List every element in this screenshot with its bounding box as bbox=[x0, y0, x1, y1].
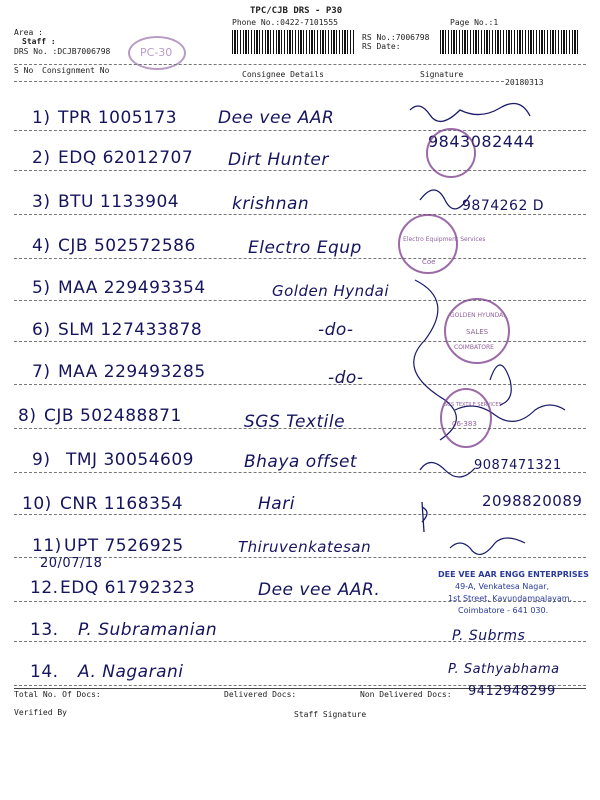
row-7-consignment: MAA 229493285 bbox=[58, 362, 206, 382]
signature-1 bbox=[410, 104, 530, 122]
row-7-consignee: -do- bbox=[328, 368, 364, 388]
footer-phone-note: 9412948299 bbox=[468, 684, 556, 699]
row-8-consignment: CJB 502488871 bbox=[44, 406, 182, 426]
row-10-consignee: Hari bbox=[258, 494, 295, 514]
row-2-consignment: EDQ 62012707 bbox=[58, 148, 194, 168]
signature-7 bbox=[490, 365, 511, 405]
header-rule bbox=[14, 64, 586, 65]
row-9-consignee: Bhaya offset bbox=[244, 452, 358, 472]
row-14-consignment: A. Nagarani bbox=[78, 662, 184, 682]
staff-label: Staff : bbox=[22, 37, 56, 46]
row-1-consignment: TPR 1005173 bbox=[58, 108, 178, 128]
col-consignment: Consignment No bbox=[42, 66, 110, 75]
signature-10 bbox=[422, 502, 427, 532]
row-8-num: 8) bbox=[18, 406, 37, 426]
row-5-consignee: Golden Hyndai bbox=[272, 282, 390, 300]
stamp-electro-loc: Coe bbox=[422, 258, 436, 266]
row-1-consignee: Dee vee AAR bbox=[218, 108, 335, 128]
row-4-num: 4) bbox=[32, 236, 51, 256]
col-date: 20180313 bbox=[505, 78, 544, 87]
row-5-num: 5) bbox=[32, 278, 51, 298]
row-11-num: 11) bbox=[32, 536, 62, 556]
row-3-consignment: BTU 1133904 bbox=[58, 192, 180, 212]
drs-title: TPC/CJB DRS - P30 bbox=[250, 6, 343, 16]
row-3-signature: 9874262 D bbox=[462, 198, 545, 214]
row-3-consignee: krishnan bbox=[232, 194, 310, 214]
stamp-sgs-date: 06-383 bbox=[452, 420, 477, 428]
row-14-signature: P. Sathyabhama bbox=[448, 662, 560, 677]
row-13-num: 13. bbox=[30, 620, 59, 640]
row-7-num: 7) bbox=[32, 362, 51, 382]
stamp-electro-text: Electro Equipment Services bbox=[403, 236, 486, 243]
row-6-consignee: -do- bbox=[318, 320, 354, 340]
col-signature: Signature bbox=[420, 70, 464, 79]
stamp-golden-name: GOLDEN HYUNDAI bbox=[450, 312, 505, 319]
row-11-consignee: Thiruvenkatesan bbox=[238, 538, 372, 556]
signature-11 bbox=[450, 538, 525, 554]
row-13-signature: P. Subrms bbox=[452, 628, 526, 644]
row-10-num: 10) bbox=[22, 494, 52, 514]
row-6-num: 6) bbox=[32, 320, 51, 340]
row-10-consignment: CNR 1168354 bbox=[60, 494, 184, 514]
row-4-consignee: Electro Equp bbox=[248, 238, 362, 258]
non-delivered-docs: Non Delivered Docs: bbox=[360, 690, 452, 699]
row-2-num: 2) bbox=[32, 148, 51, 168]
col-s-no: S No bbox=[14, 66, 34, 75]
row-9-num: 9) bbox=[32, 450, 51, 470]
staff-signature: Staff Signature bbox=[294, 710, 367, 719]
row-1-num: 1) bbox=[32, 108, 51, 128]
row-11-consignment: UPT 7526925 bbox=[64, 536, 184, 556]
row-13-consignment: P. Subramanian bbox=[78, 620, 218, 640]
stamp-sgs-textile bbox=[440, 388, 502, 448]
row-10-signature: 2098820089 bbox=[482, 492, 583, 510]
row-12-consignee: Dee vee AAR. bbox=[258, 580, 381, 600]
stamp-deevee-addr2: 1st Street, Kavundampalayam, bbox=[448, 594, 573, 603]
drs-number: DRS No. :DCJB7006798 bbox=[14, 47, 111, 56]
barcode-left bbox=[232, 30, 354, 54]
verified-by: Verified By bbox=[14, 708, 67, 717]
rs-date: RS Date: bbox=[362, 42, 401, 51]
phone-number: Phone No.:0422-7101555 bbox=[232, 18, 338, 27]
delivered-docs: Delivered Docs: bbox=[224, 690, 297, 699]
stamp-golden-sub: SALES bbox=[466, 328, 489, 336]
row-12-num: 12. bbox=[30, 578, 59, 598]
stamp-deevee-addr3: Coimbatore - 641 030. bbox=[458, 606, 549, 615]
signature-9 bbox=[420, 463, 475, 478]
pc-stamp-text: PC-30 bbox=[140, 46, 173, 59]
area-label: Area : bbox=[14, 28, 43, 37]
total-docs: Total No. Of Docs: bbox=[14, 690, 101, 699]
stamp-golden-loc: COIMBATORE bbox=[454, 344, 494, 351]
stamp-sgs-name: SGS TEXTILE SERVICES bbox=[444, 402, 502, 408]
col-consignee: Consignee Details bbox=[242, 70, 324, 79]
row-2-consignee: Dirt Hunter bbox=[228, 150, 329, 170]
barcode-right bbox=[440, 30, 580, 54]
row-6-consignment: SLM 127433878 bbox=[58, 320, 203, 340]
header-rule-2 bbox=[14, 81, 504, 82]
rs-number: RS No.:7006798 bbox=[362, 33, 430, 42]
stamp-top bbox=[426, 128, 476, 178]
row-9-signature: 9087471321 bbox=[474, 458, 562, 473]
stamp-deevee-addr1: 49-A, Venkatesa Nagar, bbox=[455, 582, 550, 591]
page-number: Page No.:1 bbox=[450, 18, 499, 27]
row-9-consignment: TMJ 30054609 bbox=[66, 450, 194, 470]
row-5-consignment: MAA 229493354 bbox=[58, 278, 206, 298]
date-note: 20/07/18 bbox=[40, 556, 103, 571]
row-1-signature: 9843082444 bbox=[428, 132, 535, 151]
row-4-consignment: CJB 502572586 bbox=[58, 236, 196, 256]
stamp-golden-hyundai bbox=[444, 298, 510, 364]
row-14-num: 14. bbox=[30, 662, 59, 682]
row-8-consignee: SGS Textile bbox=[244, 412, 346, 432]
stamp-electro-equipment bbox=[398, 214, 486, 274]
stamp-deevee-name: DEE VEE AAR ENGG ENTERPRISES bbox=[438, 570, 589, 579]
row-3-num: 3) bbox=[32, 192, 51, 212]
row-12-consignment: EDQ 61792323 bbox=[60, 578, 196, 598]
signature-3 bbox=[420, 190, 470, 209]
